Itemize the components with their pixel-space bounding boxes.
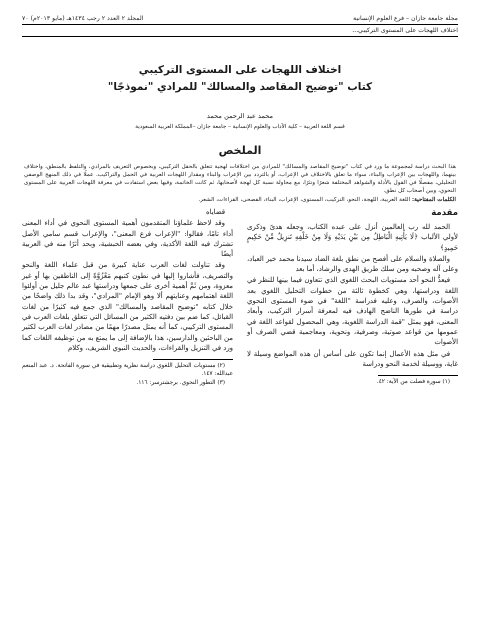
abstract-text: هذا البحث دراسة لمجموعة ما ورد في كتاب "توضيح المقاصد والمسالك" للمرادي من اختلافات لهجية تتعلق بالحقل التركيبي، وبخصوص التعريف بالمرادي، والتلفظ بالمنطق، واختلاف بينهما، واللهجات بين الإعراب والبناء، سواء ما تعلق بالاختلاف في الإعراب، أو بالتردد بين الإعراب والبناء ومقدار اللهجات العربية في الحمل والتراكيب. عملًا في ذلك المنهج الوصفي التحليلي، مفصلًا في القول بالأدلة والشواهد المختلفة شعرًا ونثرًا، مع محاولة نسبة كل لهجة لأصحابها، ثم كانت الخاتمة، وفيها بعض استفادت في معرفة اللهجات العربية على المستوى النحوي، وبين أصحاب كل نطق. bbox=[24, 164, 456, 194]
keywords-line bbox=[22, 196, 458, 204]
paragraph: فيعدُّ النحو أحد مستويات البحث اللغوي الذي تتعاون فيما بينها للنظر في اللغة ودراستها، وهي كخطوة ثالثة من خطوات التحليل اللغوي بعد الأصوات، والصرف، وعليه فدراسة "اللغة" في ضوء المستوى النحوي دراسة في طورها الناضج الهادف فيه لمعرفة أسرار التركيب، وأبعاد المعنى، فهو يمثل "قمة الدراسة اللغوية، وهي المحصول لقواعد اللغة في عمومها من قواعد صوتية، وصرفية، ونحوية، ومعاجمية قضي الصرف أو الأصوات bbox=[247, 276, 458, 347]
right-column bbox=[247, 207, 458, 388]
article-subtitle: كتاب "توضيح المقاصد والمسالك" للمرادي "نموذجًا" bbox=[107, 81, 373, 93]
header-rule-lower bbox=[22, 36, 458, 37]
header-rule bbox=[22, 24, 458, 25]
author-affiliation: قسم اللغة العربية – كلية الآداب والعلوم الإنسانية – جامعة جازان –المملكة العربية السعودية bbox=[135, 124, 345, 130]
journal-name: مجلة جامعة جازان – فرع العلوم الإنسانية bbox=[353, 15, 458, 22]
paragraph: قضاياه bbox=[206, 208, 225, 216]
paragraph: الحمد لله رب العالمين أنزل على عبده الكتاب، وجعله هدىً وذكرى لأولي الألباب ﴿لَا يَأْتِيهِ الْبَاطِلُ مِن بَيْنِ يَدَيْهِ وَلَا مِنْ خَلْفِهِ تَنزِيلٌ مِّنْ حَكِيمٍ حَمِيدٍ﴾ bbox=[247, 223, 458, 252]
author-name: محمد عبد الرحمن محمد bbox=[206, 112, 274, 120]
intro-heading: مقدمة bbox=[431, 208, 458, 218]
volume-issue: المجلد ٢ العدد ٢ رجب ١٤٣٤هـ (مايو ٢٠١٣م) ٧٠ bbox=[22, 15, 144, 22]
paragraph: والصلاة والسلام على أفصح من نطق بلغة الضاد سيدنا محمد خير العباد، وعلى آله وصحبه ومن سلك طريق الهدى والرشاد، أما بعد bbox=[247, 254, 458, 274]
paragraph: في مثل هذه الأعمال إنما تكون على أساس أن هذه المواضع وسيلة لا غاية، ووسيلة لخدمة النحو ودراسة bbox=[247, 349, 458, 368]
running-short-title: اختلاف اللهجات على المستوى التركيبي... bbox=[352, 27, 458, 34]
footnote-rule bbox=[378, 375, 458, 376]
footnote: (٣) التطور النحوي. برجشترسر: ١١٦. bbox=[136, 380, 225, 387]
abstract-heading: الملخص bbox=[218, 144, 262, 157]
article-title: اختلاف اللهجات على المستوى التركيبي bbox=[138, 64, 342, 76]
keywords-list: اللغة العربية، اللهجة، النحو، التركيب، المستوى، الإعراب، البناء، الفصحى، القراءات، الشعر. bbox=[198, 197, 411, 203]
footnote: (١) سورة فصلت من الآية: ٤٢. bbox=[376, 379, 450, 386]
running-head bbox=[22, 14, 458, 23]
footnote-rule bbox=[153, 359, 233, 360]
paragraph: وقد تناولت لغات العرب عناية كبيرة من قبل علماء اللغة والنحو والتصريف، فأشاروا إليها في نطون كتبهم مَعْزُوَّةً إلى الناطقين بها أو غير معزوة، ومن ثَمَّ أهمية أخرى على جمعها ودراستها عبد عالم جليل من أولئوا اللغة اهتمامهم وعنايتهم ألا وهو الإمام "المرادي"، وقد بدا ذلك واضحًا من خلال كتابه "توضيح المقاصد والمسالك" الذي جمع فيه كثيرًا من لغات القبائل، كما ضم بين دفتيه الكثير من المسائل التي تتعلق بلغات العرب في المستوى التركيبي، كما أنه يمثل مصدرًا مهمًا من مصادر لغات العرب لكثير من الباحثين والدارسين، هذا بالإضافة إلى ما يمتع به من توظيفه اللغات كما ورد في التنزيل والقراءات، والحديث النبوي الشريف، وكلام bbox=[22, 261, 233, 352]
abstract-body bbox=[22, 163, 458, 195]
page-number: ٧٠ bbox=[22, 15, 29, 22]
left-column bbox=[22, 207, 233, 388]
footnote: (٢) مستويات التحليل اللغوي دراسة نظرية وتطبيقية في سورة الفاتحة. د. عبد المنعم عبدالله: ١٤٧. bbox=[22, 363, 233, 378]
body-columns bbox=[22, 207, 458, 388]
keywords-label: الكلمات المفتاحية: bbox=[411, 197, 456, 203]
paper-page bbox=[22, 14, 458, 626]
paragraph: وقد لاحظ علماؤنا المتقدمون أهمية المستوى النحوي في أداء المعنى أداء تامًا، فقالوا: "الإعراب فرع المعنى"، والإعراب قسم سامي الأصل تشترك فيه اللغة الأكدية، وفي بعضه الحبشية، وبحد أثرًا منه في العربية أيضًا bbox=[22, 219, 233, 259]
